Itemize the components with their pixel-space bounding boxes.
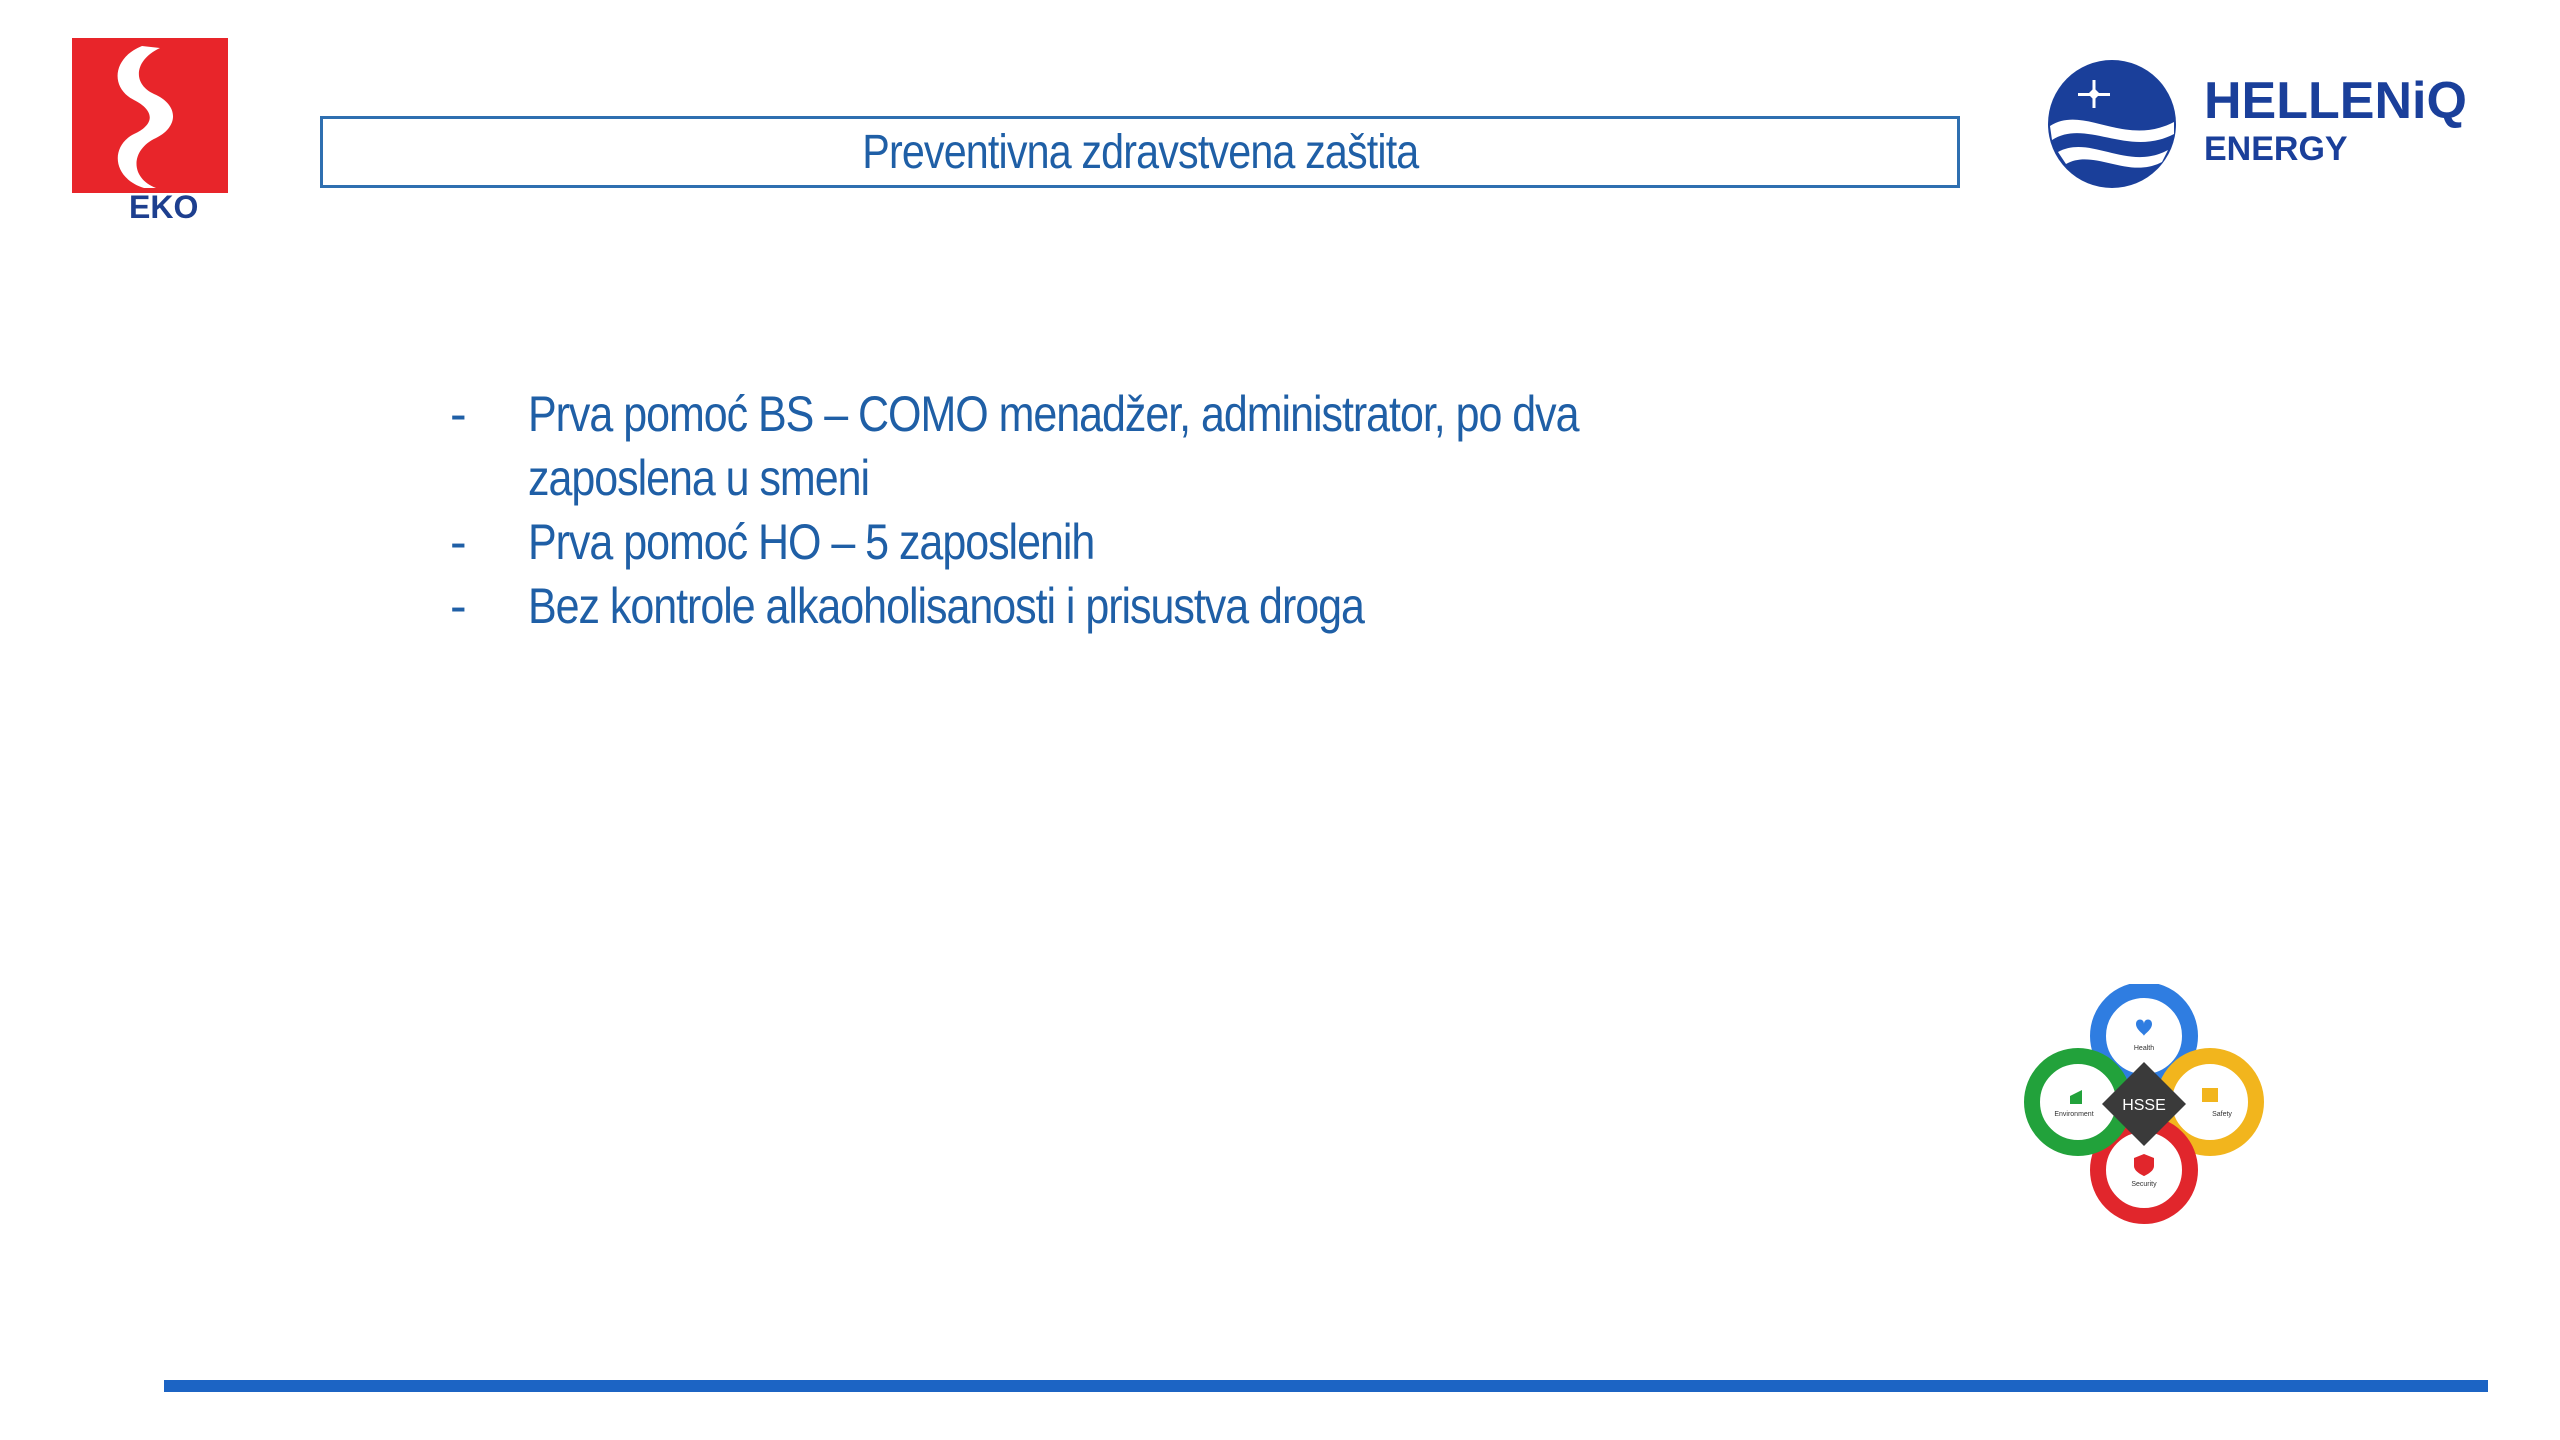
helleniq-text-line1: HELLENiQ <box>2204 72 2467 130</box>
safety-icon <box>2202 1088 2218 1102</box>
hsse-label-safety: Safety <box>2212 1111 2232 1118</box>
hsse-emblem <box>2020 984 2268 1228</box>
hsse-center-label: HSSE <box>2122 1097 2166 1114</box>
hsse-label-security: Security <box>2131 1181 2157 1188</box>
eko-logo-text: EKO <box>129 189 199 222</box>
eko-logo <box>72 38 234 222</box>
helleniq-energy-logo <box>2044 56 2524 196</box>
helleniq-logo-icon <box>2044 56 2524 196</box>
bullet-list <box>450 382 1750 638</box>
hsse-label-health: Health <box>2133 1045 2155 1052</box>
bottom-divider <box>164 1380 2488 1392</box>
bullet-text: Prva pomoć BS – COMO menadžer, administrator, po dva zaposlena u smeni <box>528 386 1579 506</box>
bullet-marker: - <box>450 578 466 634</box>
eko-logo-icon <box>72 38 234 222</box>
page-title: Preventivna zdravstvena zaštita <box>861 125 1419 179</box>
bullet-marker: - <box>450 514 466 570</box>
bullet-item <box>450 382 1750 510</box>
bullet-text: Prva pomoć HO – 5 zaposlenih <box>528 514 1095 570</box>
hsse-emblem-icon <box>2020 984 2268 1228</box>
bullet-marker: - <box>450 386 466 442</box>
bullet-text: Bez kontrole alkaoholisanosti i prisustva droga <box>528 578 1364 634</box>
title-box <box>320 116 1960 188</box>
hsse-label-environment: Environment <box>2054 1111 2094 1118</box>
helleniq-text-line2: ENERGY <box>2204 130 2348 168</box>
bullet-item <box>450 510 1750 574</box>
bullet-item <box>450 574 1750 638</box>
helleniq-star-bar-v <box>2093 80 2096 108</box>
